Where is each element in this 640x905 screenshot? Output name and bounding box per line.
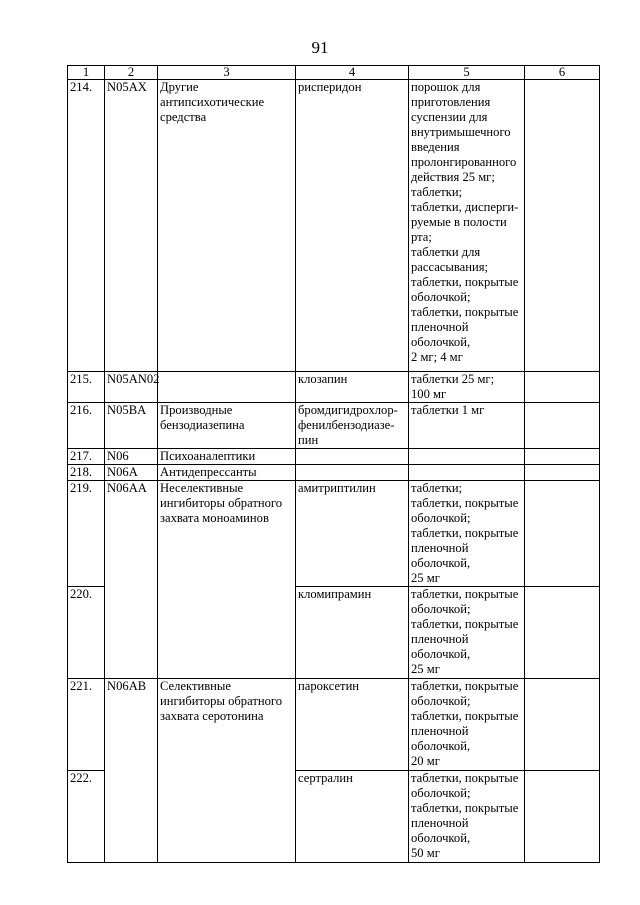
column-header-3: 3	[158, 66, 296, 80]
column-header-6: 6	[525, 66, 600, 80]
medicines-table	[67, 65, 600, 863]
text-line: таблетки для	[411, 245, 481, 259]
text-line: Неселективные	[160, 481, 244, 495]
empty-cell	[525, 80, 600, 372]
text-line: таблетки, покрытые	[411, 801, 519, 815]
text-line: оболочкой,	[411, 647, 471, 661]
text-line: 20 мг	[411, 754, 440, 768]
empty-cell	[409, 465, 525, 481]
text-line: оболочкой,	[411, 739, 471, 753]
atc-code: N06A	[105, 465, 158, 481]
text-line: таблетки, покрытые	[411, 305, 519, 319]
text-line: суспензии для	[411, 110, 488, 124]
text-line: сертралин	[298, 771, 353, 785]
text-line: 2 мг; 4 мг	[411, 350, 463, 364]
row-number: 218.	[68, 465, 105, 481]
text-line: Производные	[160, 403, 233, 417]
column-header-1: 1	[68, 66, 105, 80]
text-line: рассасывания;	[411, 260, 489, 274]
empty-cell	[525, 587, 600, 679]
dosage-forms	[409, 80, 525, 372]
page-number: 91	[311, 38, 329, 57]
empty-cell	[296, 465, 409, 481]
empty-cell	[525, 372, 600, 403]
empty-cell	[525, 449, 600, 465]
text-line: 50 мг	[411, 846, 440, 860]
empty-cell	[158, 587, 296, 679]
row-number: 215.	[68, 372, 105, 403]
text-line: таблетки, покрытые	[411, 771, 519, 785]
atc-code: N05AN02	[105, 372, 158, 403]
atc-group-name	[158, 80, 296, 372]
text-line: таблетки, покрытые	[411, 679, 519, 693]
empty-cell	[525, 403, 600, 449]
atc-group-name: Антидепрессанты	[158, 465, 296, 481]
table-row	[68, 587, 600, 679]
text-line: 25 мг	[411, 571, 440, 585]
empty-cell	[525, 481, 600, 587]
text-line: оболочкой;	[411, 694, 471, 708]
header-row	[68, 66, 600, 80]
drug-name	[296, 771, 409, 863]
dosage-forms	[409, 403, 525, 449]
empty-cell	[158, 771, 296, 863]
text-line: руемые в полости	[411, 215, 507, 229]
dosage-forms	[409, 587, 525, 679]
drug-name	[296, 372, 409, 403]
table-row	[68, 403, 600, 449]
empty-cell	[525, 771, 600, 863]
empty-cell	[158, 372, 296, 403]
text-line: таблетки, покрытые	[411, 275, 519, 289]
text-line: пин	[298, 433, 319, 447]
text-line: захвата моноаминов	[160, 511, 269, 525]
text-line: таблетки 1 мг	[411, 403, 485, 417]
empty-cell	[105, 587, 158, 679]
text-line: рта;	[411, 230, 432, 244]
text-line: пленочной	[411, 320, 469, 334]
drug-name	[296, 80, 409, 372]
text-line: внутримышечного	[411, 125, 511, 139]
row-number: 222.	[68, 771, 105, 863]
table-row	[68, 80, 600, 372]
text-line: введения	[411, 140, 460, 154]
drug-name	[296, 481, 409, 587]
row-number: 214.	[68, 80, 105, 372]
text-line: оболочкой;	[411, 511, 471, 525]
text-line: 25 мг	[411, 662, 440, 676]
table-row	[68, 372, 600, 403]
text-line: пролонгированного	[411, 155, 517, 169]
drug-name	[296, 679, 409, 771]
text-line: фенилбензодиазе-	[298, 418, 395, 432]
text-line: оболочкой;	[411, 786, 471, 800]
drug-name	[296, 403, 409, 449]
text-line: таблетки, покрытые	[411, 617, 519, 631]
row-number: 216.	[68, 403, 105, 449]
text-line: оболочкой;	[411, 290, 471, 304]
table-row	[68, 679, 600, 771]
text-line: амитриптилин	[298, 481, 376, 495]
text-line: таблетки, покрытые	[411, 526, 519, 540]
text-line: захвата серотонина	[160, 709, 264, 723]
text-line: пленочной	[411, 632, 469, 646]
text-line: ингибиторы обратного	[160, 694, 283, 708]
text-line: клозапин	[298, 372, 348, 386]
atc-group-name	[158, 403, 296, 449]
table-row	[68, 465, 600, 481]
text-line: оболочкой,	[411, 556, 471, 570]
text-line: таблетки;	[411, 481, 463, 495]
text-line: бензодиазепина	[160, 418, 245, 432]
text-line: таблетки, покрытые	[411, 496, 519, 510]
row-number: 220.	[68, 587, 105, 679]
column-header-5: 5	[409, 66, 525, 80]
atc-code: N06AB	[105, 679, 158, 771]
dosage-forms	[409, 679, 525, 771]
text-line: Другие	[160, 80, 199, 94]
drug-name	[296, 587, 409, 679]
empty-cell	[105, 771, 158, 863]
row-number: 219.	[68, 481, 105, 587]
atc-group-name	[158, 481, 296, 587]
text-line: Селективные	[160, 679, 231, 693]
column-header-4: 4	[296, 66, 409, 80]
text-line: антипсихотические	[160, 95, 265, 109]
text-line: приготовления	[411, 95, 491, 109]
column-header-2: 2	[105, 66, 158, 80]
text-line: порошок для	[411, 80, 481, 94]
text-line: оболочкой,	[411, 335, 471, 349]
empty-cell	[296, 449, 409, 465]
text-line: действия 25 мг;	[411, 170, 495, 184]
empty-cell	[525, 679, 600, 771]
dosage-forms	[409, 372, 525, 403]
text-line: таблетки, дисперги-	[411, 200, 519, 214]
table-row	[68, 449, 600, 465]
text-line: пленочной	[411, 724, 469, 738]
dosage-forms	[409, 771, 525, 863]
text-line: таблетки, покрытые	[411, 709, 519, 723]
atc-group-name: Психоаналептики	[158, 449, 296, 465]
text-line: 100 мг	[411, 387, 447, 401]
text-line: рисперидон	[298, 80, 362, 94]
text-line: кломипрамин	[298, 587, 372, 601]
text-line: пленочной	[411, 816, 469, 830]
text-line: средства	[160, 110, 207, 124]
text-line: пароксетин	[298, 679, 360, 693]
atc-group-name	[158, 679, 296, 771]
text-line: пленочной	[411, 541, 469, 555]
atc-code: N06	[105, 449, 158, 465]
text-line: оболочкой,	[411, 831, 471, 845]
text-line: бромдигидрохлор-	[298, 403, 398, 417]
table-row	[68, 771, 600, 863]
table-row	[68, 481, 600, 587]
atc-code: N05BA	[105, 403, 158, 449]
text-line: таблетки 25 мг;	[411, 372, 495, 386]
atc-code: N05AX	[105, 80, 158, 372]
text-line: оболочкой;	[411, 602, 471, 616]
empty-cell	[525, 465, 600, 481]
text-line: таблетки, покрытые	[411, 587, 519, 601]
row-number: 221.	[68, 679, 105, 771]
row-number: 217.	[68, 449, 105, 465]
text-line: ингибиторы обратного	[160, 496, 283, 510]
atc-code: N06AA	[105, 481, 158, 587]
text-line: таблетки;	[411, 185, 463, 199]
dosage-forms	[409, 481, 525, 587]
empty-cell	[409, 449, 525, 465]
